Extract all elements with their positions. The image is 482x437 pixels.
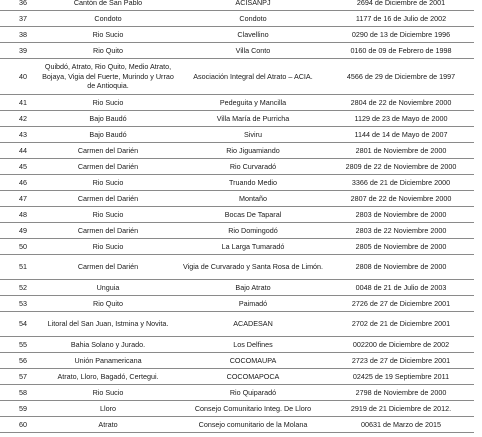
table-row: [0, 191, 474, 207]
nombre-cell: COCOMAPOCA: [178, 369, 328, 385]
nombre-cell: Truando Medio: [178, 175, 328, 191]
row-number-cell: 45: [0, 159, 38, 175]
row-number-cell: 53: [0, 296, 38, 312]
nombre-cell: Rio Curvaradó: [178, 159, 328, 175]
nombre-cell: Villa Conto: [178, 43, 328, 59]
resolucion-cell: 00631 de Marzo de 2015: [328, 417, 474, 433]
nombre-cell: Bocas De Taparal: [178, 207, 328, 223]
table-row: [0, 59, 474, 95]
table-row: [0, 143, 474, 159]
municipio-cell: Litoral del San Juan, Istmina y Novita.: [38, 312, 178, 337]
nombre-cell: Rio Domingodó: [178, 223, 328, 239]
nombre-cell: Pedeguita y Mancilla: [178, 95, 328, 111]
municipio-cell: Carmen del Darién: [38, 223, 178, 239]
municipio-cell: Atrato: [38, 417, 178, 433]
resolucion-cell: 0048 de 21 de Julio de 2003: [328, 280, 474, 296]
row-number-cell: 55: [0, 337, 38, 353]
nombre-cell: Condoto: [178, 11, 328, 27]
municipio-cell: Bajo Baudó: [38, 111, 178, 127]
table-row: [0, 111, 474, 127]
row-number-cell: 49: [0, 223, 38, 239]
resolucion-cell: 0290 de 13 de Diciembre 1996: [328, 27, 474, 43]
municipio-cell: Rio Sucio: [38, 175, 178, 191]
row-number-cell: 58: [0, 385, 38, 401]
table-row: [0, 312, 474, 337]
row-number-cell: 59: [0, 401, 38, 417]
resolucion-cell: 2702 de 21 de Diciembre 2001: [328, 312, 474, 337]
resolucion-cell: 2809 de 22 de Noviembre de 2000: [328, 159, 474, 175]
row-number-cell: 36: [0, 0, 38, 11]
resolucion-cell: 3366 de 21 de Diciembre 2000: [328, 175, 474, 191]
resolucion-cell: 2798 de Noviembre de 2000: [328, 385, 474, 401]
table-row: [0, 223, 474, 239]
nombre-cell: Vigia de Curvarado y Santa Rosa de Limón.: [178, 255, 328, 280]
table-row: [0, 385, 474, 401]
table-row: [0, 175, 474, 191]
nombre-cell: La Larga Tumaradó: [178, 239, 328, 255]
nombre-cell: Rio Quiparadó: [178, 385, 328, 401]
row-number-cell: 46: [0, 175, 38, 191]
row-number-cell: 39: [0, 43, 38, 59]
municipio-cell: Condoto: [38, 11, 178, 27]
nombre-cell: Consejo comunitario de la Molana: [178, 417, 328, 433]
row-number-cell: 57: [0, 369, 38, 385]
table-row: [0, 27, 474, 43]
resolucion-cell: 1129 de 23 de Mayo de 2000: [328, 111, 474, 127]
row-number-cell: 54: [0, 312, 38, 337]
row-number-cell: 60: [0, 417, 38, 433]
municipio-cell: Rio Sucio: [38, 207, 178, 223]
municipio-cell: Rio Sucio: [38, 385, 178, 401]
nombre-cell: Clavellino: [178, 27, 328, 43]
resolucion-cell: 02425 de 19 Septiembre 2011: [328, 369, 474, 385]
municipio-cell: Bajo Baudó: [38, 127, 178, 143]
nombre-cell: Consejo Comunitario Integ. De Lloro: [178, 401, 328, 417]
municipio-cell: Bahia Solano y Jurado.: [38, 337, 178, 353]
table-row: [0, 417, 474, 433]
resolucion-cell: 2723 de 27 de Diciembre 2001: [328, 353, 474, 369]
table-row: [0, 280, 474, 296]
resolucion-cell: 0160 de 09 de Febrero de 1998: [328, 43, 474, 59]
municipio-cell: Cantón de San Pablo: [38, 0, 178, 11]
resolucion-cell: 2803 de 22 Noviembre 2000: [328, 223, 474, 239]
table-row: [0, 95, 474, 111]
resolucion-cell: 2808 de Noviembre de 2000: [328, 255, 474, 280]
resolucion-cell: 2726 de 27 de Diciembre 2001: [328, 296, 474, 312]
row-number-cell: 50: [0, 239, 38, 255]
resolucion-cell: 2804 de 22 de Noviembre 2000: [328, 95, 474, 111]
municipio-cell: Carmen del Darién: [38, 143, 178, 159]
municipio-cell: Carmen del Darién: [38, 255, 178, 280]
municipio-cell: Carmen del Darién: [38, 191, 178, 207]
row-number-cell: 43: [0, 127, 38, 143]
resolucion-cell: 4566 de 29 de Diciembre de 1997: [328, 59, 474, 95]
table-row: [0, 255, 474, 280]
municipio-cell: Rio Quito: [38, 43, 178, 59]
nombre-cell: Siviru: [178, 127, 328, 143]
resolucion-cell: 1144 de 14 de Mayo de 2007: [328, 127, 474, 143]
municipio-cell: Rio Sucio: [38, 239, 178, 255]
nombre-cell: Montaño: [178, 191, 328, 207]
municipio-cell: Lloro: [38, 401, 178, 417]
table-row: [0, 369, 474, 385]
table-row: [0, 127, 474, 143]
municipio-cell: Carmen del Darién: [38, 159, 178, 175]
row-number-cell: 47: [0, 191, 38, 207]
row-number-cell: 52: [0, 280, 38, 296]
nombre-cell: Rio Jiguamiando: [178, 143, 328, 159]
nombre-cell: ACISANPJ: [178, 0, 328, 11]
municipio-cell: Unguia: [38, 280, 178, 296]
resolucion-cell: 002200 de Diciembre de 2002: [328, 337, 474, 353]
table-row: [0, 353, 474, 369]
municipio-cell: Unión Panamericana: [38, 353, 178, 369]
municipio-cell: Atrato, Lloro, Bagadó, Certegui.: [38, 369, 178, 385]
row-number-cell: 37: [0, 11, 38, 27]
nombre-cell: Asociación Integral del Atrato – ACIA.: [178, 59, 328, 95]
row-number-cell: 51: [0, 255, 38, 280]
resolucion-cell: 2803 de Noviembre de 2000: [328, 207, 474, 223]
table-row: [0, 337, 474, 353]
row-number-cell: 38: [0, 27, 38, 43]
row-number-cell: 41: [0, 95, 38, 111]
municipio-cell: Rio Sucio: [38, 27, 178, 43]
resolucion-cell: 2805 de Noviembre de 2000: [328, 239, 474, 255]
nombre-cell: Villa María de Purricha: [178, 111, 328, 127]
nombre-cell: Paimadó: [178, 296, 328, 312]
row-number-cell: 44: [0, 143, 38, 159]
resolucion-cell: 2801 de Noviembre de 2000: [328, 143, 474, 159]
municipio-cell: Rio Quito: [38, 296, 178, 312]
nombre-cell: ACADESAN: [178, 312, 328, 337]
table-row: [0, 0, 474, 11]
table-row: [0, 43, 474, 59]
municipio-cell: Rio Sucio: [38, 95, 178, 111]
resolucion-cell: 2694 de Diciembre de 2001: [328, 0, 474, 11]
nombre-cell: COCOMAUPA: [178, 353, 328, 369]
row-number-cell: 42: [0, 111, 38, 127]
table-row: [0, 296, 474, 312]
table-row: [0, 207, 474, 223]
row-number-cell: 40: [0, 59, 38, 95]
row-number-cell: 56: [0, 353, 38, 369]
nombre-cell: Bajo Atrato: [178, 280, 328, 296]
row-number-cell: 48: [0, 207, 38, 223]
table-row: [0, 401, 474, 417]
table-row: [0, 239, 474, 255]
table-row: [0, 159, 474, 175]
resolucion-cell: 2807 de 22 de Noviembre 2000: [328, 191, 474, 207]
table-row: [0, 11, 474, 27]
nombre-cell: Los Delfines: [178, 337, 328, 353]
resolucion-cell: 1177 de 16 de Julio de 2002: [328, 11, 474, 27]
resolucion-cell: 2919 de 21 Diciembre de 2012.: [328, 401, 474, 417]
municipio-cell: Quibdó, Atrato, Rio Quito, Medio Atrato, Bojaya, Vigia del Fuerte, Murindo y Urrao de Antioquia.: [38, 59, 178, 95]
